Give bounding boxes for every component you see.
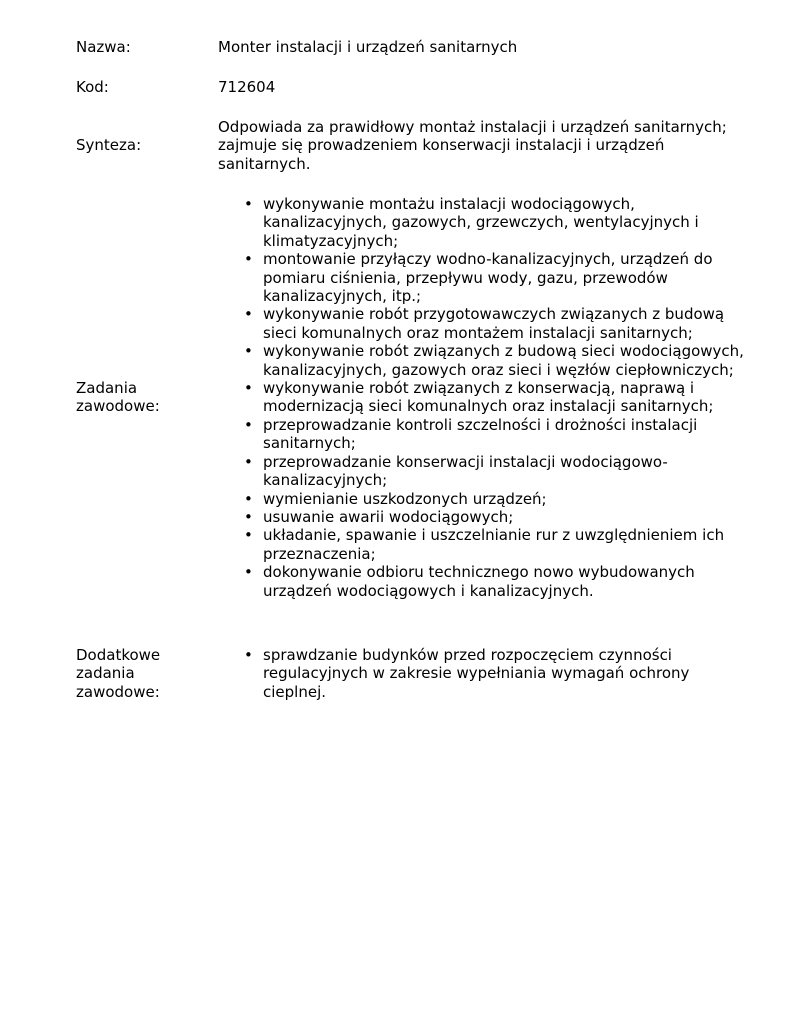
dodatkowe-row: [76, 646, 756, 701]
zadania-item: • układanie, spawanie i uszczelnianie rur z uwzględnieniem ich przeznaczenia;: [263, 526, 756, 563]
dodatkowe-list-container: [218, 646, 756, 701]
zadania-item: • usuwanie awarii wodociągowych;: [263, 508, 756, 526]
dodatkowe-item: • sprawdzanie budynków przed rozpoczęciem czynności regulacyjnych w zakresie wypełniania wymagań ochrony cieplnej.: [263, 646, 756, 701]
zadania-item: • wymienianie uszkodzonych urządzeń;: [263, 490, 756, 508]
dodatkowe-list: [218, 646, 756, 701]
zadania-item: • wykonywanie robót przygotowawczych związanych z budową sieci komunalnych oraz montażem instalacji sanitarnych;: [263, 305, 756, 342]
zadania-item: • montowanie przyłączy wodno-kanalizacyjnych, urządzeń do pomiaru ciśnienia, przepływu wody, gazu, przewodów kanalizacyjnych, itp.;: [263, 250, 756, 305]
kod-row: [76, 78, 756, 96]
zadania-item: • przeprowadzanie kontroli szczelności i drożności instalacji sanitarnych;: [263, 416, 756, 453]
nazwa-row: [76, 38, 756, 56]
zadania-row: [76, 195, 756, 600]
dodatkowe-label: Dodatkowe zadania zawodowe:: [76, 646, 161, 701]
zadania-item: • wykonywanie robót związanych z konserwacją, naprawą i modernizacją sieci komunalnych oraz instalacji sanitarnych;: [263, 379, 756, 416]
zadania-item: • przeprowadzanie konserwacji instalacji wodociągowo-kanalizacyjnych;: [263, 453, 756, 490]
nazwa-value: Monter instalacji i urządzeń sanitarnych: [218, 38, 518, 56]
nazwa-label: Nazwa:: [76, 38, 131, 56]
zadania-item: • wykonywanie robót związanych z budową sieci wodociągowych, kanalizacyjnych, gazowych oraz sieci i węzłów ciepłowniczych;: [263, 342, 756, 379]
kod-value: 712604: [218, 78, 276, 96]
zadania-list: [218, 195, 756, 600]
synteza-row: [76, 118, 756, 173]
kod-label: Kod:: [76, 78, 109, 96]
zadania-label: Zadania zawodowe:: [76, 379, 160, 416]
synteza-value: Odpowiada za prawidłowy montaż instalacji i urządzeń sanitarnych; zajmuje się prowadzeniem konserwacji instalacji i urządzeń sanitarnych.: [218, 118, 727, 173]
synteza-label: Synteza:: [76, 136, 142, 155]
zadania-item: • dokonywanie odbioru technicznego nowo wybudowanych urządzeń wodociągowych i kanalizacyjnych.: [263, 563, 756, 600]
zadania-list-container: [218, 195, 756, 600]
zadania-item: • wykonywanie montażu instalacji wodociągowych, kanalizacyjnych, gazowych, grzewczych, wentylacyjnych i klimatyzacyjnych;: [263, 195, 756, 250]
